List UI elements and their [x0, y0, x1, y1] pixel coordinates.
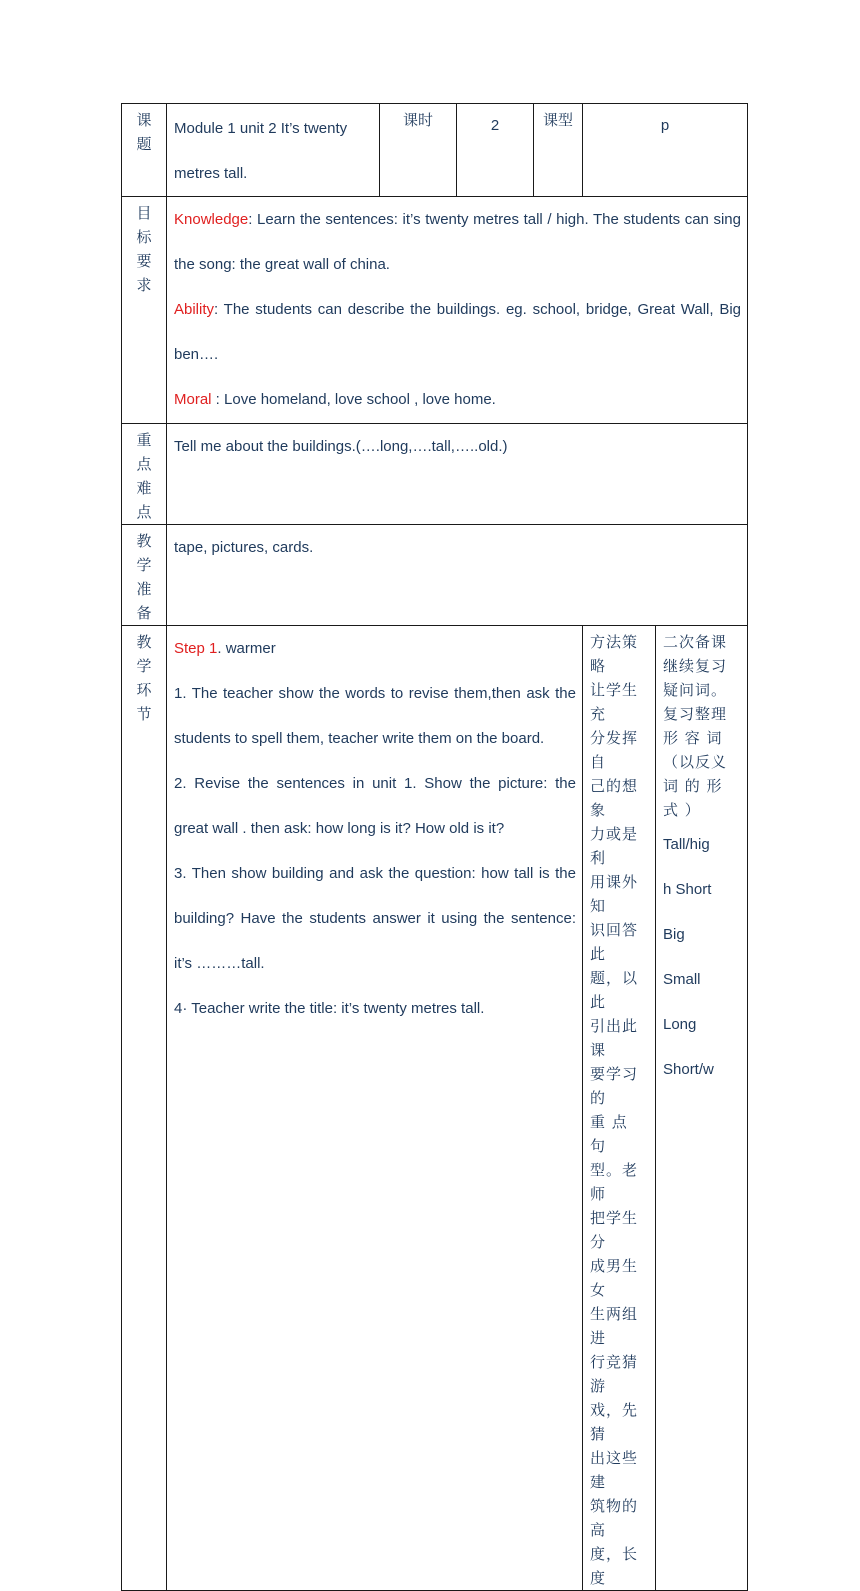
- goals-content: [167, 197, 748, 424]
- label-char: 点: [136, 455, 152, 473]
- key-points-label: [122, 424, 167, 525]
- knowledge-paragraph: [174, 197, 741, 287]
- method-line: 把学生分: [590, 1209, 639, 1251]
- moral-label: Moral: [174, 391, 212, 408]
- label-char: 准: [136, 580, 152, 598]
- second-prep-line: 式 ）: [663, 801, 701, 819]
- method-line: 行竞猜游: [590, 1353, 639, 1395]
- type-label-text: 课型: [542, 111, 573, 129]
- method-line: 用课外知: [590, 873, 639, 915]
- step-item-3: 3. Then show building and ask the question: how tall is the building? Have the students answer it using the sentence: it’s ………tall.: [174, 865, 576, 972]
- topic-row: [122, 104, 748, 197]
- method-line: 题，以此: [590, 969, 639, 1011]
- word-item: Big: [663, 926, 685, 943]
- label-char: 题: [136, 135, 152, 153]
- label-char: 节: [136, 705, 152, 723]
- type-value-text: p: [660, 117, 670, 134]
- goals-label: [122, 197, 167, 424]
- method-line: 成男生女: [590, 1257, 639, 1299]
- label-char: 要: [136, 252, 152, 270]
- method-line: 识回答此: [590, 921, 639, 963]
- goals-row: [122, 197, 748, 424]
- word-item: Short/w: [663, 1061, 714, 1078]
- prep-row: [122, 525, 748, 626]
- label-char: 点: [136, 503, 152, 521]
- label-char: 目: [136, 204, 152, 222]
- type-label: [534, 104, 583, 197]
- label-char: 教: [136, 532, 152, 550]
- method-line: 筑物的高: [590, 1497, 639, 1539]
- step-item-4: 4· Teacher write the title: it’s twenty metres tall.: [174, 1000, 485, 1017]
- knowledge-label: Knowledge: [174, 211, 249, 228]
- method-line: 出这些建: [590, 1449, 639, 1491]
- method-line: 戏，先猜: [590, 1401, 639, 1443]
- topic-value: [167, 104, 380, 197]
- step-item-1: 1. The teacher show the words to revise them,then ask the students to spell them, teacher write them on the board.: [174, 685, 576, 747]
- label-char: 环: [136, 681, 152, 699]
- method-line: 型。老师: [590, 1161, 639, 1203]
- second-prep-line: （以反义: [663, 753, 728, 771]
- knowledge-text: : Learn the sentences: it’s twenty metres tall / high. The students can sing the song: the great wall of china.: [174, 211, 741, 273]
- step1-text: . warmer: [217, 640, 276, 657]
- type-value: [583, 104, 748, 197]
- periods-label-text: 课时: [402, 111, 433, 129]
- method-line: 重 点 句: [590, 1113, 628, 1155]
- word-item: Tall/hig: [663, 836, 710, 853]
- steps-row: [122, 626, 748, 1591]
- ability-label: Ability: [174, 301, 215, 318]
- key-points-text: Tell me about the buildings.(….long,….tall,…..old.): [174, 438, 508, 455]
- word-item: Long: [663, 1016, 697, 1033]
- method-line: 力或是利: [590, 825, 639, 867]
- label-char: 求: [136, 276, 152, 294]
- word-item: h Short: [663, 881, 712, 898]
- topic-text: Module 1 unit 2 It’s twenty metres tall.: [174, 120, 348, 182]
- method-line: 要学习的: [590, 1065, 639, 1107]
- label-char: 难: [136, 479, 152, 497]
- method-line: 生两组进: [590, 1305, 639, 1347]
- prep-content: [167, 525, 748, 626]
- ability-paragraph: [174, 287, 741, 377]
- key-points-content: [167, 424, 748, 525]
- key-points-row: [122, 424, 748, 525]
- second-prep-line: 继续复习: [663, 657, 728, 675]
- step1-label: Step 1: [174, 640, 218, 657]
- prep-label: [122, 525, 167, 626]
- second-prep-line: 形 容 词: [663, 729, 723, 747]
- second-prep-line: 词 的 形: [663, 777, 723, 795]
- moral-paragraph: [174, 377, 741, 422]
- method-line: 让学生充: [590, 681, 639, 723]
- steps-label: [122, 626, 167, 1591]
- method-column: [583, 626, 656, 1591]
- method-line: 度，长度: [590, 1545, 639, 1587]
- method-line: 方法策略: [590, 633, 639, 675]
- step-item-2: 2. Revise the sentences in unit 1. Show the picture: the great wall . then ask: how long is it? How old is it?: [174, 775, 576, 837]
- second-prep-column: [656, 626, 748, 1591]
- moral-text: : Love homeland, love school , love home.: [211, 391, 496, 408]
- periods-value-text: 2: [490, 117, 500, 134]
- word-item: Small: [663, 971, 701, 988]
- second-prep-line: 复习整理: [663, 705, 728, 723]
- label-char: 标: [136, 228, 152, 246]
- second-prep-line: 二次备课: [663, 633, 728, 651]
- method-line: 分发挥自: [590, 729, 639, 771]
- second-prep-line: 疑问词。: [663, 681, 728, 699]
- periods-value: [457, 104, 534, 197]
- periods-label: [380, 104, 457, 197]
- label-char: 学: [136, 556, 152, 574]
- label-char: 重: [136, 431, 152, 449]
- step1-heading: [174, 626, 576, 671]
- lesson-plan-table: [121, 103, 748, 1591]
- label-char: 课: [136, 111, 152, 129]
- label-char: 备: [136, 604, 152, 622]
- method-line: 引出此课: [590, 1017, 639, 1059]
- method-line: 己的想象: [590, 777, 639, 819]
- label-char: 教: [136, 633, 152, 651]
- label-char: 学: [136, 657, 152, 675]
- ability-text: : The students can describe the buildings. eg. school, bridge, Great Wall, Big ben….: [174, 301, 741, 363]
- prep-text: tape, pictures, cards.: [174, 539, 314, 556]
- topic-label: [122, 104, 167, 197]
- steps-content: [167, 626, 583, 1591]
